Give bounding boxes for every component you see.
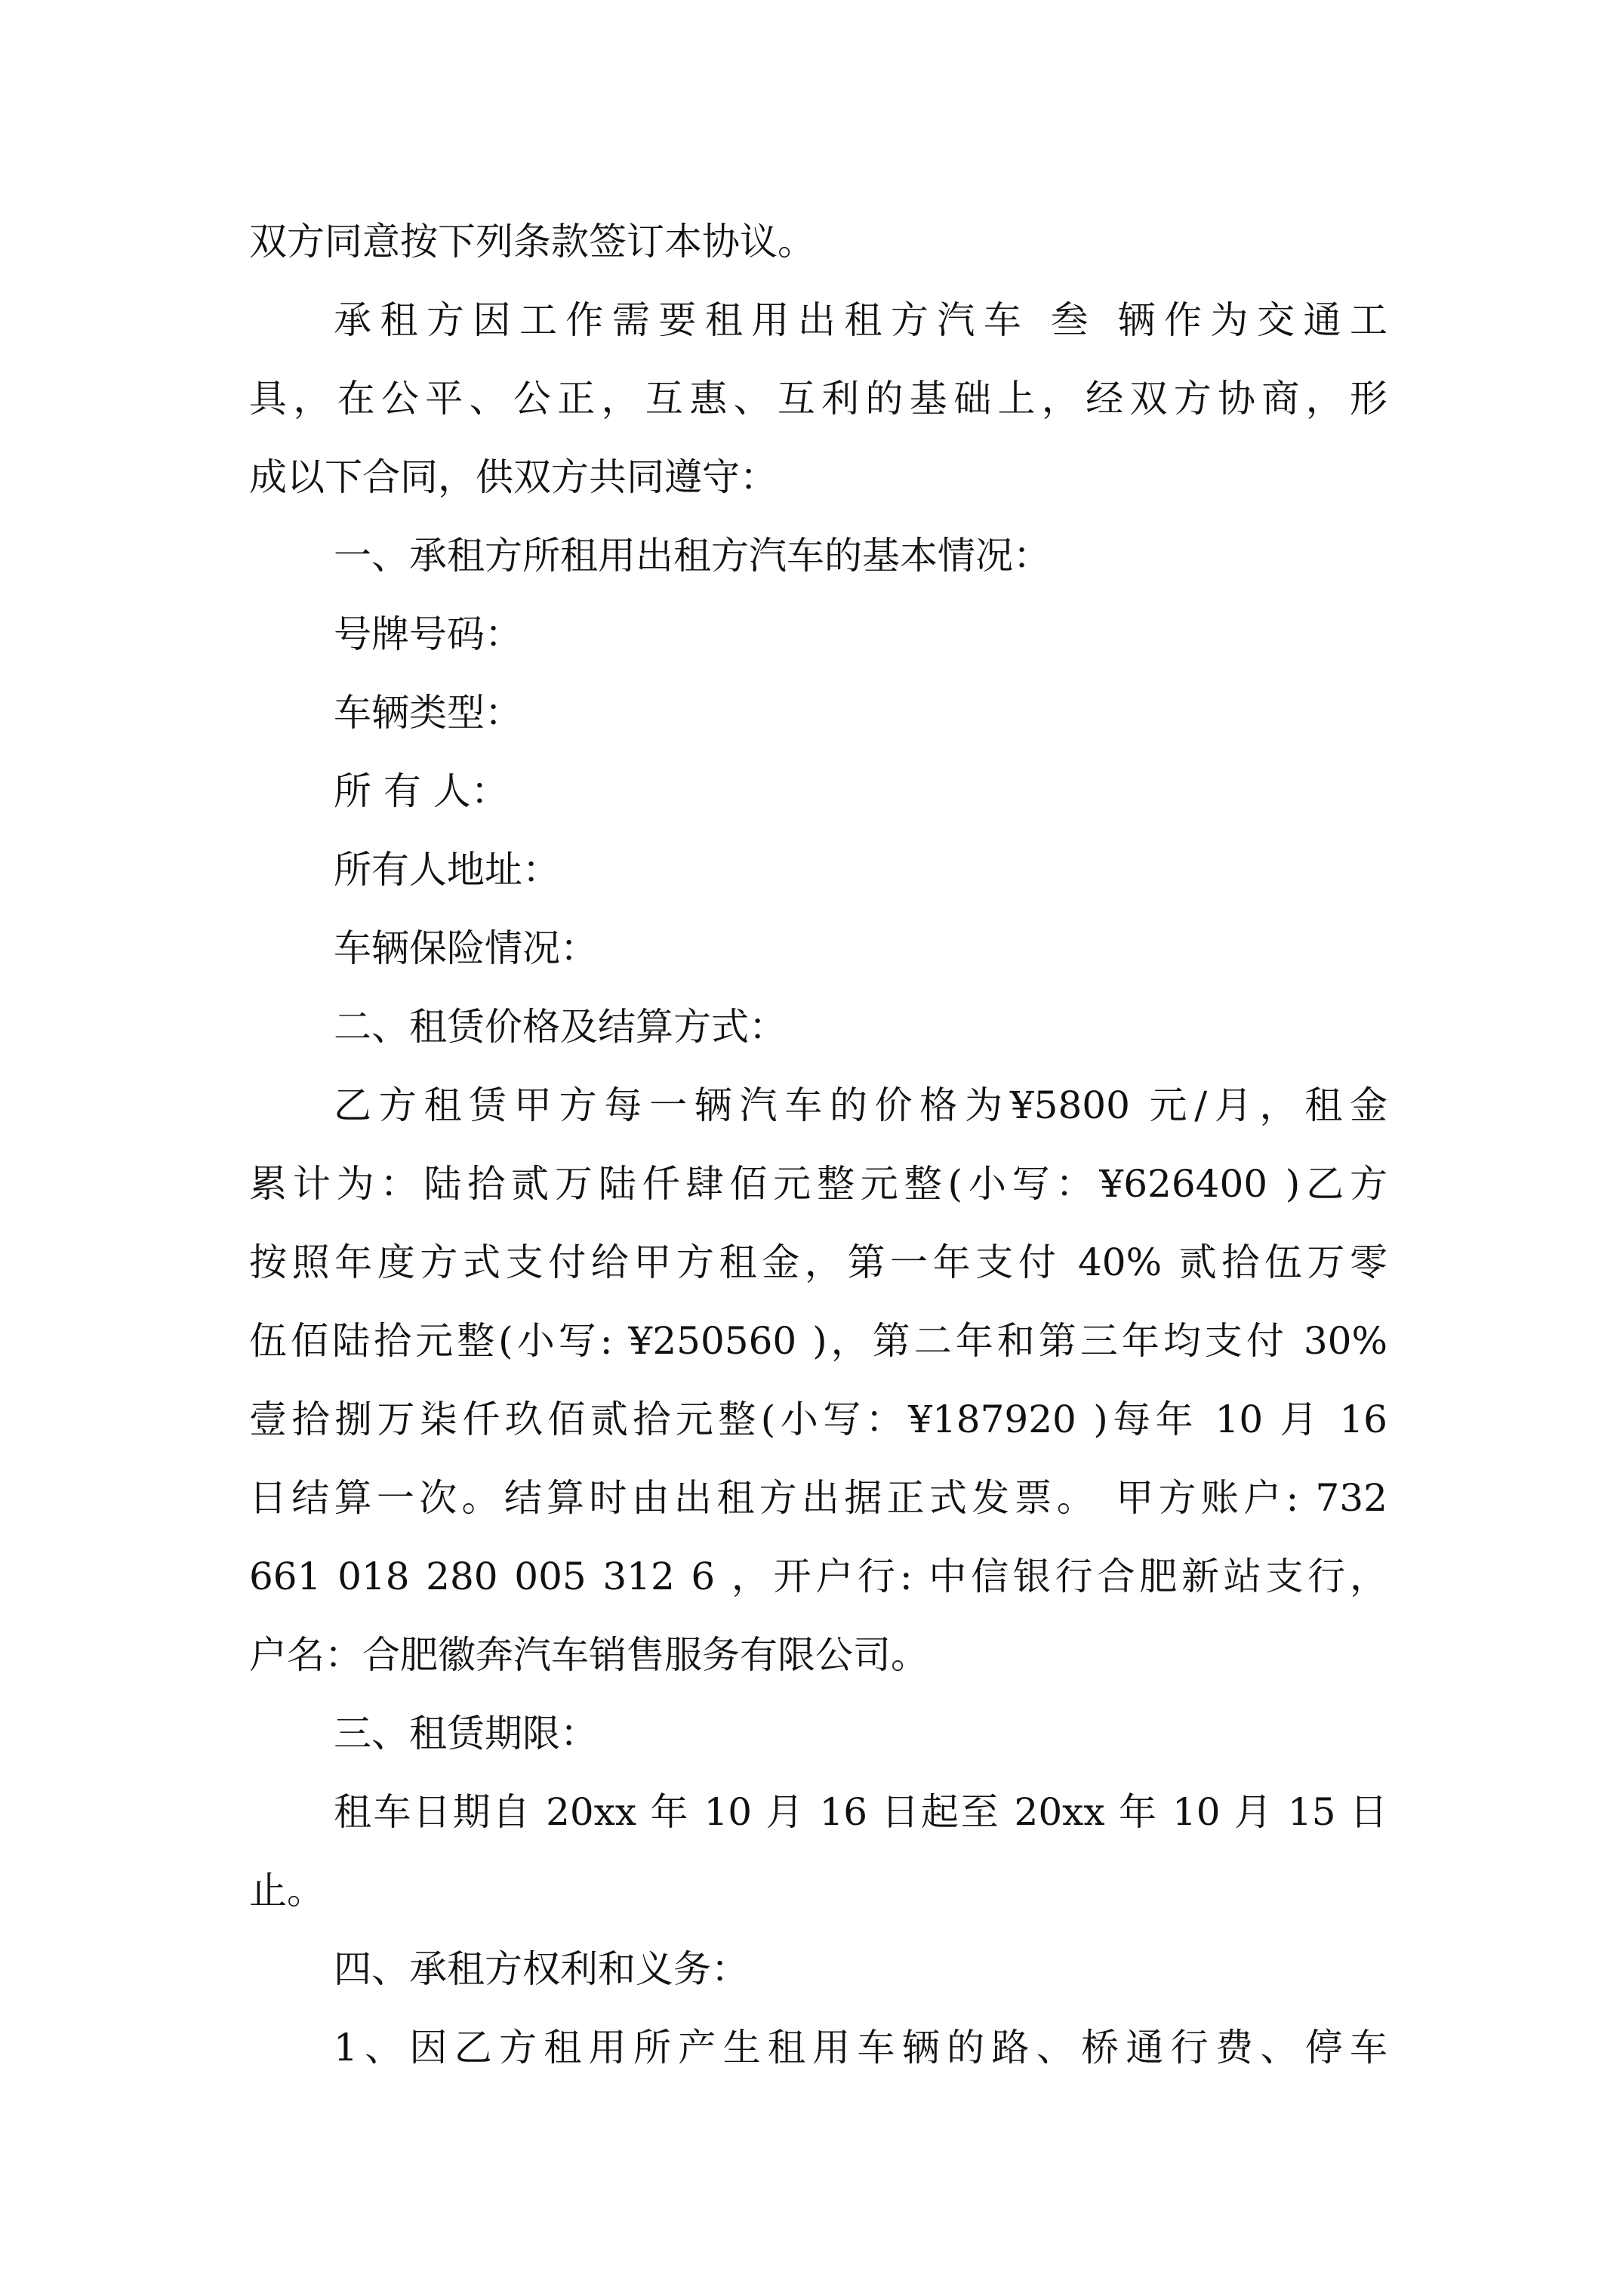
text-line-2: 承租方因工作需要租用出租方汽车 叁 辆作为交通工: [334, 298, 1387, 342]
text-line-4: 成以下合同，供双方共同遵守：: [249, 455, 778, 499]
text-line-17: 日结算一次。结算时由出租方出据正式发票。 甲方账户: 732: [249, 1476, 1387, 1520]
section-heading-4: 四、承租方权利和义务：: [334, 1947, 749, 1991]
text-line-3: 具，在公平、公正，互惠、互利的基础上，经双方协商，形: [249, 377, 1387, 421]
field-vehicle-type: 车辆类型：: [334, 691, 522, 735]
text-line-18: 661 018 280 005 312 6 ，开户行: 中信银行合肥新站支行，: [249, 1555, 1387, 1598]
field-owner-address: 所有人地址：: [334, 848, 560, 892]
text-line-24: 1、因乙方租用所产生租用车辆的路、桥通行费、停车: [334, 2026, 1387, 2069]
text-line-16: 壹拾捌万柒仟玖佰贰拾元整(小写：¥187920 )每年 10 月 16: [249, 1398, 1387, 1441]
text-line-21: 租车日期自 20xx 年 10 月 16 日起至 20xx 年 10 月 15 日: [334, 1790, 1387, 1834]
section-heading-1: 一、承租方所租用出租方汽车的基本情况：: [334, 534, 1051, 578]
field-insurance: 车辆保险情况：: [334, 926, 598, 970]
text-line-1: 双方同意按下列条款签订本协议。: [249, 220, 815, 264]
text-line-12: 乙方租赁甲方每一辆汽车的价格为¥5800 元/月，租金: [334, 1083, 1387, 1127]
text-line-19: 户名：合肥徽奔汽车销售服务有限公司。: [249, 1633, 929, 1677]
text-line-14: 按照年度方式支付给甲方租金，第一年支付 40% 贰拾伍万零: [249, 1240, 1387, 1284]
field-owner: 所 有 人：: [334, 769, 509, 813]
field-plate-number: 号牌号码：: [334, 612, 522, 656]
text-line-13: 累计为：陆拾贰万陆仟肆佰元整元整(小写：¥626400 )乙方: [249, 1162, 1387, 1206]
section-heading-2: 二、租赁价格及结算方式：: [334, 1005, 787, 1049]
section-heading-3: 三、租赁期限：: [334, 1712, 598, 1755]
text-line-15: 伍佰陆拾元整(小写: ¥250560 )，第二年和第三年均支付 30%: [249, 1319, 1387, 1363]
text-line-22: 止。: [249, 1869, 325, 1912]
